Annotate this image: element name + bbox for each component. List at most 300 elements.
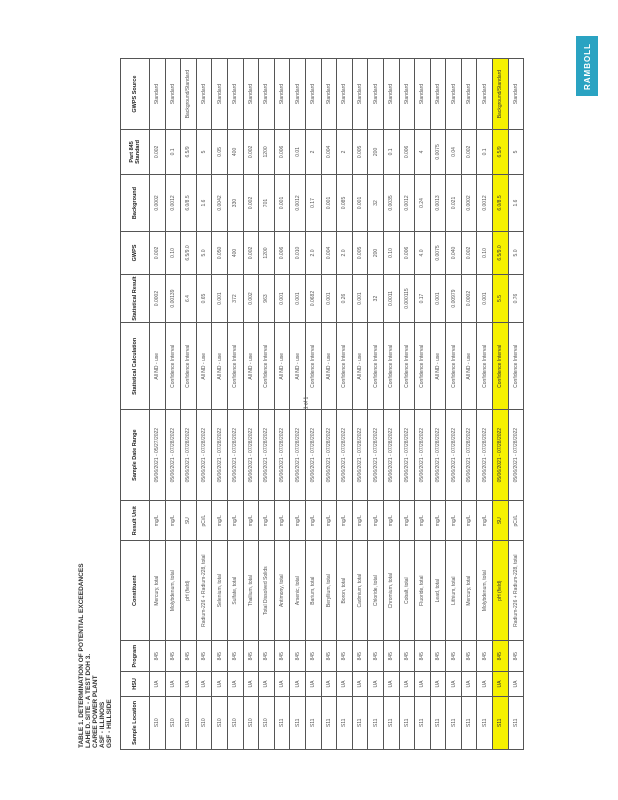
table-cell: 1200 xyxy=(259,130,275,174)
table-cell: Lithium, total xyxy=(446,541,462,641)
table-cell: 0.0012 xyxy=(399,174,415,232)
table-cell: 845 xyxy=(196,641,212,672)
table-cell: S11 xyxy=(368,696,384,749)
table-cell: pCi/L xyxy=(196,501,212,541)
table-cell: mg/L xyxy=(368,501,384,541)
table-cell: 2 xyxy=(305,130,321,174)
table-cell: 0.0012 xyxy=(165,174,181,232)
table-cell: UA xyxy=(321,672,337,696)
column-header: HSU xyxy=(121,672,150,696)
table-cell: Radium-226 + Radium-228, total xyxy=(196,541,212,641)
table-cell: 6.0/8.5 xyxy=(181,174,197,232)
table-cell: Standard xyxy=(165,59,181,130)
table-cell: S11 xyxy=(290,696,306,749)
table-cell: 05/06/2021 - 05/27/2022 xyxy=(150,410,166,501)
table-cell: 5 xyxy=(196,130,212,174)
table-cell: Standard xyxy=(196,59,212,130)
table-cell: 0.021 xyxy=(446,174,462,232)
table-cell: 4 xyxy=(415,130,431,174)
table-cell: 6.5/9.0 xyxy=(493,232,509,274)
table-cell: Standard xyxy=(383,59,399,130)
table-cell: 845 xyxy=(290,641,306,672)
table-cell: 0.0075 xyxy=(430,130,446,174)
table-cell: 0.0035 xyxy=(383,174,399,232)
table-cell: 05/06/2021 - 07/28/2022 xyxy=(321,410,337,501)
table-cell: 0.002 xyxy=(243,232,259,274)
table-cell: 845 xyxy=(477,641,493,672)
table-cell: 05/06/2021 - 07/28/2022 xyxy=(446,410,462,501)
table-cell: Confidence Interval xyxy=(368,323,384,410)
column-header: Result Unit xyxy=(121,501,150,541)
table-cell: UA xyxy=(212,672,228,696)
table-cell: mg/L xyxy=(274,501,290,541)
table-cell: 05/06/2021 - 07/28/2022 xyxy=(399,410,415,501)
table-cell: S11 xyxy=(352,696,368,749)
table-cell: UA xyxy=(227,672,243,696)
table-cell: Confidence Interval xyxy=(493,323,509,410)
table-cell: S11 xyxy=(337,696,353,749)
table-cell: mg/L xyxy=(352,501,368,541)
table-cell: 6.5/9.0 xyxy=(181,232,197,274)
table-cell: Boron, total xyxy=(337,541,353,641)
table-cell: 0.0013 xyxy=(430,174,446,232)
title-line-2: LAHE D. SITE - A TEST DOH 3. xyxy=(85,653,92,748)
table-cell: UA xyxy=(368,672,384,696)
table-cell: 0.040 xyxy=(446,232,462,274)
table-cell: Standard xyxy=(212,59,228,130)
table-cell: Confidence Interval xyxy=(415,323,431,410)
table-cell: mg/L xyxy=(430,501,446,541)
table-cell: 0.001 xyxy=(352,274,368,323)
table-cell: 05/06/2021 - 07/28/2022 xyxy=(493,410,509,501)
table-cell: Radium-226 + Radium-228, total xyxy=(508,541,524,641)
table-cell: Confidence Interval xyxy=(259,323,275,410)
table-row xyxy=(227,59,243,750)
table-cell: 05/06/2021 - 07/28/2022 xyxy=(508,410,524,501)
table-cell: 372 xyxy=(227,274,243,323)
table-cell: S11 xyxy=(415,696,431,749)
table-cell: Standard xyxy=(321,59,337,130)
table-cell: 845 xyxy=(305,641,321,672)
table-cell: SU xyxy=(493,501,509,541)
table-cell: 0.76 xyxy=(508,274,524,323)
table-cell: 330 xyxy=(227,174,243,232)
table-cell: 2.0 xyxy=(305,232,321,274)
table-cell: 400 xyxy=(227,130,243,174)
table-cell: mg/L xyxy=(461,501,477,541)
column-header: GWPS Source xyxy=(121,59,150,130)
table-row xyxy=(446,59,462,750)
table-cell: 701 xyxy=(259,174,275,232)
table-row xyxy=(321,59,337,750)
table-cell: UA xyxy=(243,672,259,696)
table-cell: 0.006 xyxy=(399,232,415,274)
table-cell: Confidence Interval xyxy=(508,323,524,410)
table-cell: Fluoride, total xyxy=(415,541,431,641)
table-cell: 2.0 xyxy=(337,232,353,274)
table-cell: UA xyxy=(165,672,181,696)
table-cell: pCi/L xyxy=(508,501,524,541)
table-cell: 845 xyxy=(430,641,446,672)
table-row xyxy=(430,59,446,750)
table-cell: S11 xyxy=(430,696,446,749)
table-cell: UA xyxy=(493,672,509,696)
table-cell: Antimony, total xyxy=(274,541,290,641)
table-cell: All ND - use xyxy=(430,323,446,410)
table-cell: Total Dissolved Solids xyxy=(259,541,275,641)
title-line-5: GSF - HILLSIDE xyxy=(106,699,113,748)
table-cell: 05/06/2021 - 07/28/2022 xyxy=(352,410,368,501)
table-cell: 05/06/2021 - 07/28/2022 xyxy=(196,410,212,501)
table-cell: 0.002 xyxy=(150,130,166,174)
table-cell: 0.0002 xyxy=(461,274,477,323)
table-cell: 05/06/2021 - 07/28/2022 xyxy=(477,410,493,501)
table-cell: 1200 xyxy=(259,232,275,274)
table-cell: S10 xyxy=(243,696,259,749)
table-cell: 6.5/9 xyxy=(181,130,197,174)
table-cell: 0.002 xyxy=(243,174,259,232)
ramboll-logo: RAMBOLL xyxy=(576,36,598,96)
rotated-sheet xyxy=(78,60,519,750)
table-cell: 0.005 xyxy=(352,130,368,174)
table-cell: 0.000115 xyxy=(399,274,415,323)
table-cell: 05/06/2021 - 07/28/2022 xyxy=(368,410,384,501)
table-cell: UA xyxy=(259,672,275,696)
table-cell: 0.006 xyxy=(274,130,290,174)
table-row xyxy=(399,59,415,750)
table-cell: 05/06/2021 - 07/28/2022 xyxy=(337,410,353,501)
table-cell: 0.0012 xyxy=(290,174,306,232)
table-cell: UA xyxy=(461,672,477,696)
table-cell: Confidence Interval xyxy=(446,323,462,410)
table-cell: 0.10 xyxy=(165,232,181,274)
table-cell: 845 xyxy=(461,641,477,672)
table-cell: Standard xyxy=(243,59,259,130)
column-header: Part 845 Standard xyxy=(121,130,150,174)
table-cell: Beryllium, total xyxy=(321,541,337,641)
table-cell: 0.004 xyxy=(321,130,337,174)
table-cell: S11 xyxy=(305,696,321,749)
table-cell: 845 xyxy=(399,641,415,672)
table-cell: 0.65 xyxy=(196,274,212,323)
table-cell: Mercury, total xyxy=(461,541,477,641)
table-row xyxy=(368,59,384,750)
table-cell: 0.001 xyxy=(352,174,368,232)
table-header-row xyxy=(121,59,150,750)
table-cell: 845 xyxy=(274,641,290,672)
page-number: 1 of 1 xyxy=(303,396,310,410)
table-row xyxy=(181,59,197,750)
table-cell: Background/Standard xyxy=(493,59,509,130)
table-cell: 05/06/2021 - 07/28/2022 xyxy=(274,410,290,501)
table-cell: Barium, total xyxy=(305,541,321,641)
table-cell: UA xyxy=(305,672,321,696)
table-cell: 845 xyxy=(243,641,259,672)
table-cell: 6.4 xyxy=(181,274,197,323)
table-row xyxy=(415,59,431,750)
table-cell: UA xyxy=(196,672,212,696)
table-body xyxy=(150,59,524,750)
title-line-4: ASF - ILLINOIS xyxy=(99,701,106,748)
table-row xyxy=(290,59,306,750)
table-cell: Standard xyxy=(337,59,353,130)
table-cell: 0.1 xyxy=(165,130,181,174)
table-cell: 0.001 xyxy=(274,174,290,232)
table-cell: 0.001 xyxy=(321,274,337,323)
table-cell: mg/L xyxy=(290,501,306,541)
table-cell: 5.0 xyxy=(196,232,212,274)
table-cell: 0.006 xyxy=(274,232,290,274)
table-cell: 200 xyxy=(368,130,384,174)
table-cell: S10 xyxy=(227,696,243,749)
table-row xyxy=(508,59,524,750)
table-cell: 0.1 xyxy=(383,130,399,174)
column-header: Constituent xyxy=(121,541,150,641)
table-cell: 845 xyxy=(150,641,166,672)
table-cell: Selenium, total xyxy=(212,541,228,641)
table-cell: S11 xyxy=(321,696,337,749)
table-cell: pH (field) xyxy=(181,541,197,641)
table-cell: Standard xyxy=(305,59,321,130)
table-row xyxy=(196,59,212,750)
table-cell: Standard xyxy=(430,59,446,130)
table-cell: Standard xyxy=(352,59,368,130)
title-line-1: TABLE 1. DETERMINATION OF POTENTIAL EXCEEDANCES xyxy=(78,563,85,748)
table-cell: UA xyxy=(430,672,446,696)
table-row xyxy=(212,59,228,750)
table-cell: 0.001 xyxy=(274,274,290,323)
table-cell: 0.0682 xyxy=(305,274,321,323)
table-cell: 845 xyxy=(368,641,384,672)
table-cell: Cadmium, total xyxy=(352,541,368,641)
table-row xyxy=(493,59,509,750)
table-cell: mg/L xyxy=(415,501,431,541)
table-cell: Thallium, total xyxy=(243,541,259,641)
table-cell: 845 xyxy=(383,641,399,672)
table-cell: 32 xyxy=(368,174,384,232)
table-cell: Confidence Interval xyxy=(399,323,415,410)
table-cell: All ND - use xyxy=(212,323,228,410)
table-cell: Confidence Interval xyxy=(165,323,181,410)
table-cell: 0.00979 xyxy=(446,274,462,323)
table-cell: 0.0075 xyxy=(430,232,446,274)
table-cell: 0.002 xyxy=(461,130,477,174)
table-cell: S11 xyxy=(508,696,524,749)
table-cell: mg/L xyxy=(446,501,462,541)
table-cell: 05/06/2021 - 07/28/2022 xyxy=(165,410,181,501)
table-cell: 05/06/2021 - 07/28/2022 xyxy=(415,410,431,501)
table-cell: 0.17 xyxy=(305,174,321,232)
column-header: Sample Location xyxy=(121,696,150,749)
table-cell: Standard xyxy=(415,59,431,130)
table-row xyxy=(352,59,368,750)
table-row xyxy=(165,59,181,750)
table-cell: 0.005 xyxy=(352,232,368,274)
table-cell: 32 xyxy=(368,274,384,323)
table-cell: Lead, total xyxy=(430,541,446,641)
table-cell: 845 xyxy=(446,641,462,672)
table-cell: 05/06/2021 - 07/28/2022 xyxy=(430,410,446,501)
table-cell: UA xyxy=(337,672,353,696)
table-cell: mg/L xyxy=(337,501,353,541)
column-header: Background xyxy=(121,174,150,232)
table-cell: 5.5 xyxy=(493,274,509,323)
table-cell: All ND - use xyxy=(461,323,477,410)
table-row xyxy=(337,59,353,750)
table-cell: 0.002 xyxy=(243,130,259,174)
table-cell: Standard xyxy=(508,59,524,130)
table-cell: Background/Standard xyxy=(181,59,197,130)
table-cell: All ND - use xyxy=(321,323,337,410)
table-cell: 0.10 xyxy=(383,232,399,274)
table-cell: Molybdenum, total xyxy=(477,541,493,641)
table-cell: 845 xyxy=(165,641,181,672)
table-cell: Sulfate, total xyxy=(227,541,243,641)
table-cell: S11 xyxy=(461,696,477,749)
table-cell: 0.0002 xyxy=(150,274,166,323)
table-cell: 05/06/2021 - 07/28/2022 xyxy=(181,410,197,501)
table-cell: UA xyxy=(508,672,524,696)
table-cell: 0.002 xyxy=(150,232,166,274)
table-cell: S11 xyxy=(493,696,509,749)
table-row xyxy=(461,59,477,750)
table-cell: 0.0002 xyxy=(461,174,477,232)
table-cell: All ND - use xyxy=(352,323,368,410)
table-cell: All ND - use xyxy=(243,323,259,410)
table-cell: 0.0011 xyxy=(383,274,399,323)
column-header: Sample Date Range xyxy=(121,410,150,501)
table-row xyxy=(243,59,259,750)
table-cell: 845 xyxy=(227,641,243,672)
table-cell: Confidence Interval xyxy=(383,323,399,410)
table-cell: Molybdenum, total xyxy=(165,541,181,641)
table-cell: 0.001 xyxy=(477,274,493,323)
table-cell: UA xyxy=(415,672,431,696)
table-cell: 0.002 xyxy=(243,274,259,323)
table-cell: 05/06/2021 - 07/28/2022 xyxy=(290,410,306,501)
table-row xyxy=(259,59,275,750)
table-cell: Standard xyxy=(274,59,290,130)
table-cell: Standard xyxy=(477,59,493,130)
table-cell: Confidence Interval xyxy=(305,323,321,410)
table-cell: S10 xyxy=(165,696,181,749)
table-cell: Cobalt, total xyxy=(399,541,415,641)
table-cell: mg/L xyxy=(477,501,493,541)
column-header: Statistical Result xyxy=(121,274,150,323)
table-cell: UA xyxy=(446,672,462,696)
table-cell: 845 xyxy=(508,641,524,672)
table-cell: Confidence Interval xyxy=(337,323,353,410)
table-cell: 05/06/2021 - 07/28/2022 xyxy=(212,410,228,501)
table-cell: SU xyxy=(181,501,197,541)
table-cell: mg/L xyxy=(305,501,321,541)
table-cell: All ND - use xyxy=(290,323,306,410)
table-cell: 845 xyxy=(212,641,228,672)
table-cell: mg/L xyxy=(150,501,166,541)
table-cell: 0.10 xyxy=(477,232,493,274)
table-cell: 1.6 xyxy=(196,174,212,232)
table-cell: Mercury, total xyxy=(150,541,166,641)
table-cell: 5.0 xyxy=(508,232,524,274)
table-cell: 0.002 xyxy=(461,232,477,274)
table-cell: 0.085 xyxy=(337,174,353,232)
title-line-3: CAREE POWER PLANT xyxy=(92,675,99,748)
table-row xyxy=(305,59,321,750)
table-cell: 6.5/9 xyxy=(493,130,509,174)
table-cell: All ND - use xyxy=(150,323,166,410)
table-cell: mg/L xyxy=(243,501,259,541)
table-cell: 0.05 xyxy=(212,130,228,174)
table-cell: 0.050 xyxy=(212,232,228,274)
table-cell: S11 xyxy=(477,696,493,749)
table-row xyxy=(150,59,166,750)
table-cell: S11 xyxy=(383,696,399,749)
table-cell: UA xyxy=(399,672,415,696)
table-cell: S10 xyxy=(150,696,166,749)
table-cell: 845 xyxy=(321,641,337,672)
table-cell: UA xyxy=(274,672,290,696)
table-cell: 963 xyxy=(259,274,275,323)
table-cell: pH (field) xyxy=(493,541,509,641)
table-cell: 0.17 xyxy=(415,274,431,323)
table-cell: S10 xyxy=(181,696,197,749)
table-cell: 0.1 xyxy=(477,130,493,174)
table-cell: 845 xyxy=(259,641,275,672)
table-cell: 0.00139 xyxy=(165,274,181,323)
table-row xyxy=(274,59,290,750)
table-cell: 6.0/8.5 xyxy=(493,174,509,232)
table-cell: 0.0042 xyxy=(212,174,228,232)
table-cell: 0.006 xyxy=(399,130,415,174)
table-cell: UA xyxy=(383,672,399,696)
table-cell: Standard xyxy=(227,59,243,130)
title-block xyxy=(78,563,113,748)
table-cell: mg/L xyxy=(227,501,243,541)
table-cell: Standard xyxy=(461,59,477,130)
table-cell: Confidence Interval xyxy=(181,323,197,410)
table-cell: UA xyxy=(352,672,368,696)
table-cell: 0.04 xyxy=(446,130,462,174)
table-cell: Chloride, total xyxy=(368,541,384,641)
table-cell: 0.004 xyxy=(321,232,337,274)
table-cell: 05/06/2021 - 07/28/2022 xyxy=(227,410,243,501)
table-cell: S10 xyxy=(196,696,212,749)
table-cell: S10 xyxy=(259,696,275,749)
table-cell: 845 xyxy=(415,641,431,672)
table-cell: mg/L xyxy=(399,501,415,541)
table-cell: 0.01 xyxy=(290,130,306,174)
table-cell: 845 xyxy=(493,641,509,672)
table-cell: mg/L xyxy=(212,501,228,541)
table-cell: S11 xyxy=(399,696,415,749)
table-cell: 05/06/2021 - 07/28/2022 xyxy=(243,410,259,501)
table-cell: S11 xyxy=(446,696,462,749)
table-cell: Confidence Interval xyxy=(477,323,493,410)
table-cell: Standard xyxy=(368,59,384,130)
table-cell: mg/L xyxy=(383,501,399,541)
table-cell: 0.0012 xyxy=(477,174,493,232)
table-cell: UA xyxy=(477,672,493,696)
table-cell: UA xyxy=(290,672,306,696)
table-cell: 05/06/2021 - 07/28/2022 xyxy=(259,410,275,501)
table-cell: 05/06/2021 - 07/28/2022 xyxy=(305,410,321,501)
column-header: Statistical Calculation xyxy=(121,323,150,410)
table-cell: 05/06/2021 - 07/28/2022 xyxy=(461,410,477,501)
table-cell: Chromium, total xyxy=(383,541,399,641)
table-cell: Standard xyxy=(290,59,306,130)
table-cell: 845 xyxy=(337,641,353,672)
table-row xyxy=(477,59,493,750)
